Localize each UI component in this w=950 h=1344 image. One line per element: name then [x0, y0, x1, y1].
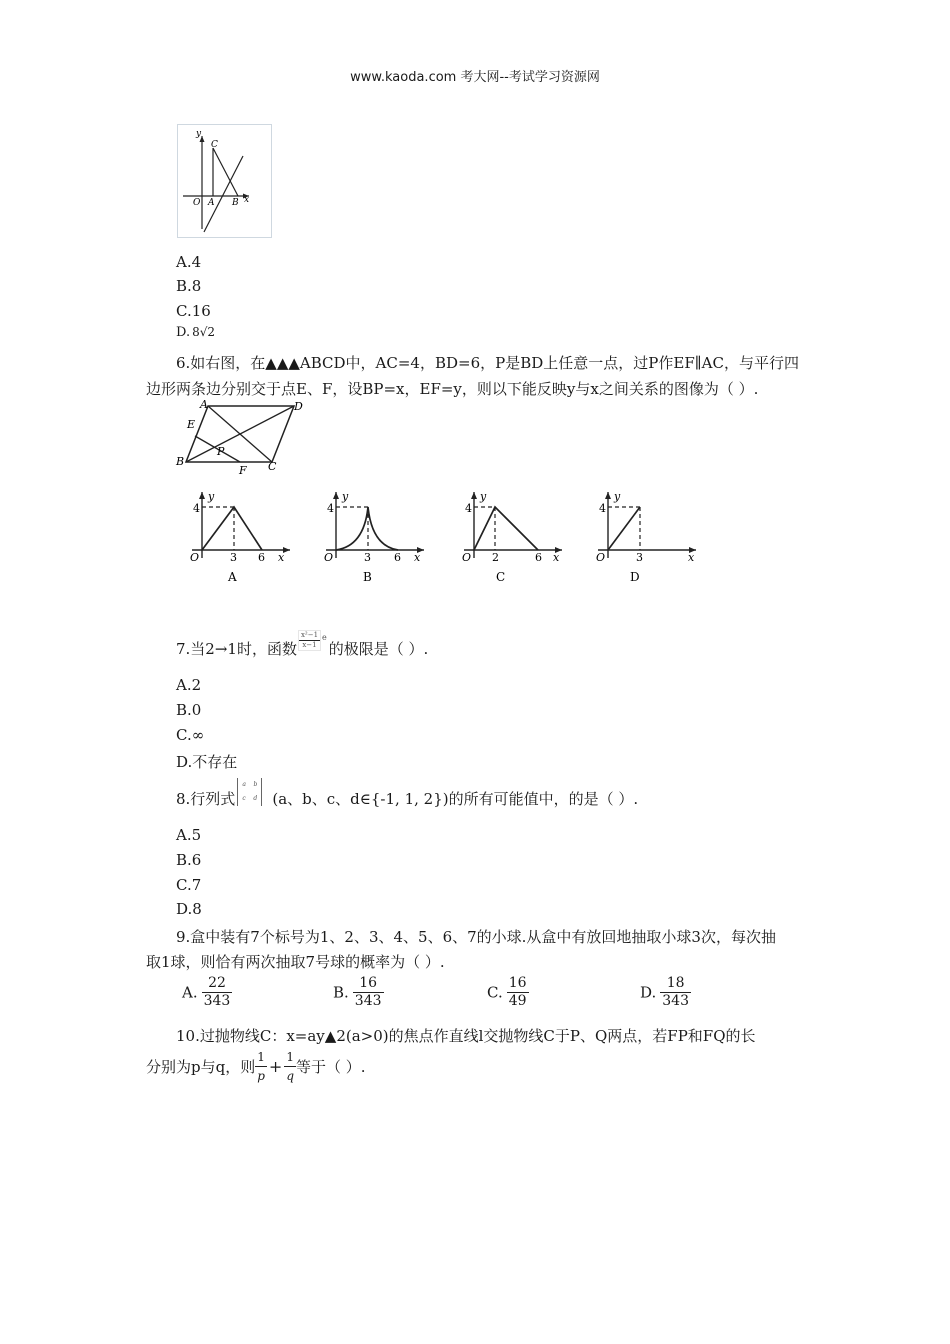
q9-option-a-fraction: [202, 975, 233, 1010]
q9-option-d-den: 343: [662, 993, 689, 1009]
q6-graph-b-y-tick: 4: [327, 502, 334, 515]
q6-graph-a-caption: A: [228, 570, 237, 584]
q10-line2-prefix: 分别为p与q，则: [146, 1058, 256, 1076]
q5-point-b-label: B: [232, 198, 239, 208]
q8-option-c: C.7: [176, 876, 202, 894]
q7-func-exp: e: [322, 633, 327, 642]
q9-option-a: [182, 975, 232, 1010]
q6-graph-a-origin: O: [190, 551, 200, 564]
q9-option-b-num: 16: [353, 975, 384, 993]
q7-function-image: [298, 630, 321, 651]
q9-option-d-fraction: [660, 975, 691, 1010]
q7-option-c: C.∞: [176, 726, 205, 744]
q6-graph-a-x-label: x: [278, 551, 285, 564]
q8-prefix: 8.行列式: [176, 790, 236, 808]
q8-option-b: B.6: [176, 851, 202, 869]
q10-frac2-den: q: [284, 1066, 296, 1085]
q9-option-c-num: 16: [508, 975, 527, 991]
q6-graph-a: [186, 488, 296, 588]
q6-graph-a-y-tick: 4: [193, 502, 200, 515]
q6-graph-c-tick-1: 2: [492, 551, 499, 564]
q6-graph-d-y-tick: 4: [599, 502, 606, 515]
q7-option-a: A.2: [176, 676, 202, 694]
q6-graph-c-y-tick: 4: [465, 502, 472, 515]
q8-suffix: (a、b、c、d∈{-1, 1, 2})的所有可能值中，的是（ ）.: [272, 790, 639, 808]
q6-point-p-label: P: [217, 445, 225, 458]
q5-point-a-label: A: [208, 198, 215, 208]
q9-option-b-den: 343: [354, 993, 382, 1009]
q10-plus: +: [268, 1057, 283, 1076]
q8-option-d: D.8: [176, 900, 202, 918]
q6-graph-d-x-label: x: [688, 551, 695, 564]
q9-option-d: [640, 975, 691, 1010]
q8-matrix-d: d: [253, 795, 258, 802]
q7-stem: [176, 630, 429, 661]
page-header: www.kaoda.com 考大网--考试学习资源网: [350, 70, 600, 85]
q6-graph-c-y-label: y: [480, 490, 487, 503]
q6-graph-d-caption: D: [630, 570, 640, 584]
q6-line1: 6.如右图，在▲▲▲ABCD中，AC=4，BD=6，P是BD上任意一点，过P作EF∥AC，与平行四: [176, 354, 799, 372]
q5-x-label: x: [244, 195, 250, 205]
q9-line2: 取1球，则恰有两次抽取7号球的概率为（ ）.: [146, 953, 445, 971]
q10-frac2: [284, 1048, 296, 1085]
q6-point-b-label: B: [176, 455, 185, 468]
q9-option-a-den: 343: [203, 993, 231, 1009]
q7-func-num: x²−1: [300, 630, 319, 639]
q5-option-d: [176, 325, 215, 340]
q9-option-b-label: B.: [333, 983, 349, 1002]
q6-point-e-label: E: [187, 418, 196, 431]
q8-matrix-b: b: [253, 781, 258, 788]
q9-option-c-den: 49: [508, 993, 527, 1009]
q6-line2: 边形两条边分别交于点E、F，设BP=x，EF=y，则以下能反映y与x之间关系的图像为（ ）.: [146, 380, 759, 398]
q7-option-d: D.不存在: [176, 753, 238, 771]
q6-graph-d: [592, 488, 702, 588]
q6-point-d-label: D: [294, 400, 303, 413]
q9-option-a-label: A.: [182, 983, 198, 1002]
q6-point-c-label: C: [268, 460, 277, 473]
q10-line2: [146, 1048, 366, 1085]
q5-option-a: A.4: [176, 253, 202, 271]
q9-option-c: [487, 975, 529, 1010]
q6-graph-b-caption: B: [363, 570, 372, 584]
q5-option-d-label: D.: [176, 325, 191, 340]
q5-option-d-math: 8√2: [192, 325, 216, 339]
q9-option-d-num: 18: [660, 975, 691, 993]
q9-option-c-label: C.: [487, 983, 503, 1002]
q6-graph-d-origin: O: [596, 551, 606, 564]
q6-graph-b: [320, 488, 430, 588]
q7-func-den: x−1: [302, 640, 317, 649]
q6-graph-a-tick-1: 3: [230, 551, 237, 564]
q9-option-b: [333, 975, 384, 1010]
q9-option-d-label: D.: [640, 983, 657, 1002]
q6-graph-b-x-label: x: [414, 551, 421, 564]
q6-graph-b-y-label: y: [342, 490, 349, 503]
q7-suffix: 的极限是（ ）.: [328, 640, 429, 658]
q6-graph-b-origin: O: [324, 551, 334, 564]
q8-option-a: A.5: [176, 826, 202, 844]
q5-figure: [177, 124, 272, 238]
q9-option-c-fraction: [507, 975, 529, 1010]
q7-prefix: 7.当2→1时，函数: [176, 640, 297, 658]
q10-line1: 10.过抛物线C：x=ay▲2(a>0)的焦点作直线l交抛物线C于P、Q两点，若FP和FQ的长: [176, 1027, 756, 1045]
q6-parallelogram-figure: [172, 396, 322, 478]
q6-graph-b-tick-1: 3: [364, 551, 371, 564]
q9-line1: 9.盒中装有7个标号为1、2、3、4、5、6、7的小球.从盒中有放回地抽取小球3次，每次抽: [176, 928, 776, 946]
q10-line2-suffix: 等于（ ）.: [296, 1058, 366, 1076]
q8-stem: [176, 781, 639, 814]
q6-graph-d-y-label: y: [614, 490, 621, 503]
q9-option-a-num: 22: [202, 975, 233, 993]
q5-option-b: B.8: [176, 277, 202, 295]
q8-determinant: [237, 778, 262, 806]
q6-graph-d-tick-1: 3: [636, 551, 643, 564]
q6-point-f-label: F: [239, 464, 247, 477]
q7-option-b: B.0: [176, 701, 202, 719]
q6-graph-c-caption: C: [496, 570, 506, 584]
q5-option-c: C.16: [176, 302, 211, 320]
q8-matrix-a: a: [242, 781, 246, 788]
q10-frac1: [255, 1048, 267, 1085]
q10-frac1-num: 1: [257, 1050, 265, 1064]
q10-frac1-den: p: [255, 1066, 267, 1085]
q5-point-c-label: C: [211, 140, 218, 150]
q6-graph-b-tick-2: 6: [394, 551, 401, 564]
q8-matrix-c: c: [242, 795, 246, 802]
q10-frac2-num: 1: [286, 1050, 294, 1064]
q6-graph-c-origin: O: [462, 551, 472, 564]
q5-origin-label: O: [193, 198, 201, 208]
q6-graph-a-y-label: y: [208, 490, 215, 503]
q6-point-a-label: A: [200, 398, 208, 411]
q6-graph-c-x-label: x: [553, 551, 560, 564]
q9-option-b-fraction: [353, 975, 384, 1010]
q6-graph-c: [458, 488, 568, 588]
q5-y-label: y: [196, 129, 202, 139]
q6-graph-a-tick-2: 6: [258, 551, 265, 564]
q6-graph-c-tick-2: 6: [535, 551, 542, 564]
